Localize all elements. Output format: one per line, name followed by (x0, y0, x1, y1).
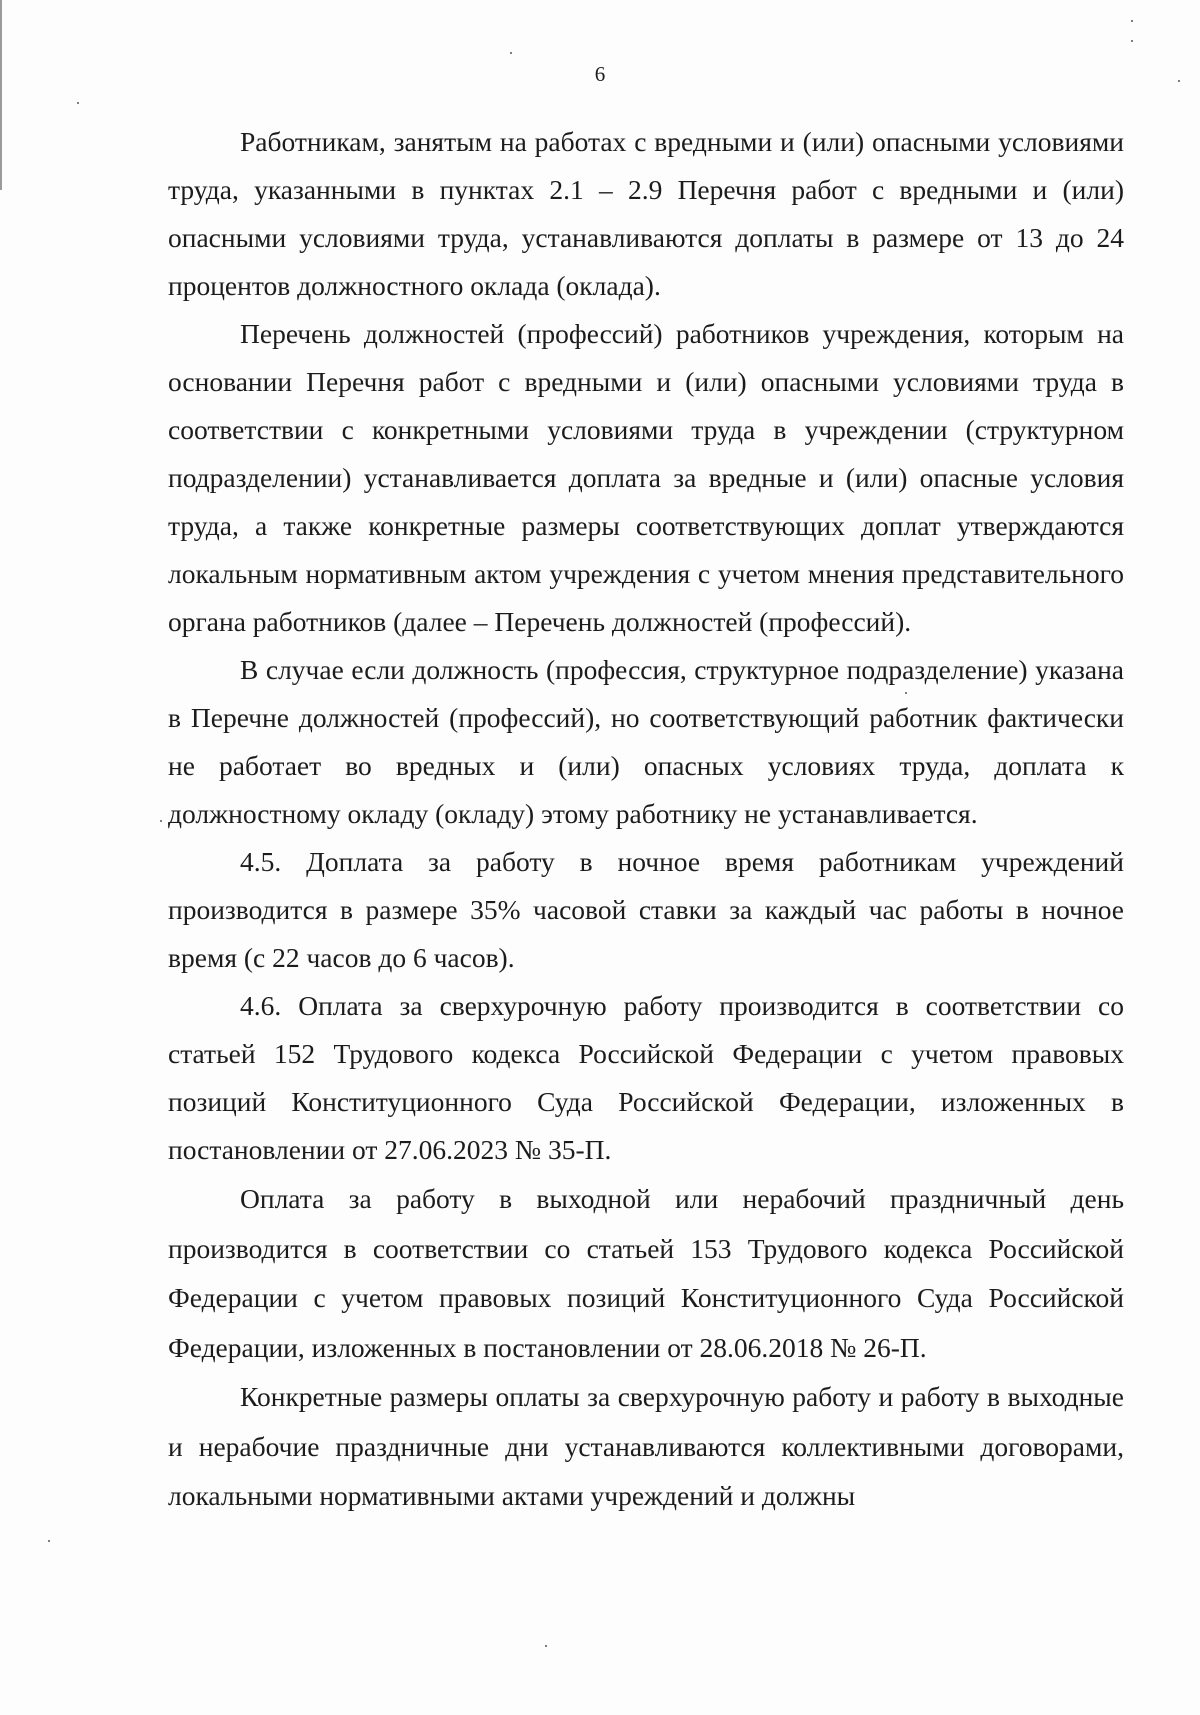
paragraph-night-work-4-5: 4.5. Доплата за работу в ночное время работникам учреждений производится в размере 35% часовой ставки за каждый час работы в ночное время (с 22 часов до 6 часов). (168, 846, 1124, 973)
scan-speck (48, 1540, 50, 1542)
page-number: 6 (594, 62, 606, 86)
paragraph-position-not-working-in-harmful-conditions: В случае если должность (профессия, структурное подразделение) указана в Перечне должностей (профессий), но соответствующий работник фактически не работает во вредных и (или) опасных условиях труда, доплата к должностному окладу (окладу) этому работнику не устанавливается. (168, 654, 1124, 829)
scan-speck (1131, 20, 1133, 22)
paragraph-harmful-conditions-allowance: Работникам, занятым на работах с вредными и (или) опасными условиями труда, указанными в пунктах 2.1 – 2.9 Перечня работ с вредными и (или) опасными условиями труда, устанавливаются доплаты в размере от 13 до 24 процентов должностного оклада (оклада). (168, 126, 1124, 301)
paragraph-overtime-4-6: 4.6. Оплата за сверхурочную работу производится в соответствии со статьей 152 Трудового кодекса Российской Федерации с учетом правовых позиций Конституционного Суда Российской Федерации, изложенных в постановлении от 27.06.2023 № 35-П. (168, 990, 1124, 1165)
scan-speck (510, 52, 512, 54)
scan-speck (77, 102, 79, 104)
scan-speck (545, 1645, 547, 1647)
paragraph-holiday-work: Оплата за работу в выходной или нерабочий праздничный день производится в соответствии со статьей 153 Трудового кодекса Российской Федерации с учетом правовых позиций Конституционного Суда Российской Федерации, изложенных в постановлении от 28.06.2018 № 26-П. (168, 1183, 1124, 1363)
paragraph-specific-payment-amounts: Конкретные размеры оплаты за сверхурочную работу и работу в выходные и нерабочие праздничные дни устанавливаются коллективными договорами, локальными нормативными актами учреждений и должны (168, 1381, 1124, 1511)
paragraph-positions-list: Перечень должностей (профессий) работников учреждения, которым на основании Перечня работ с вредными и (или) опасными условиями труда в соответствии с конкретными условиями труда в учреждении (структурном подразделении) устанавливается доплата за вредные и (или) опасные условия труда, а также конкретные размеры соответствующих доплат утверждаются локальным нормативным актом учреждения с учетом мнения представительного органа работников (далее – Перечень должностей (профессий). (168, 318, 1124, 637)
scan-edge-line (0, 0, 2, 190)
scan-speck (160, 820, 162, 822)
scan-speck (1131, 40, 1133, 42)
document-body (168, 118, 1124, 1521)
